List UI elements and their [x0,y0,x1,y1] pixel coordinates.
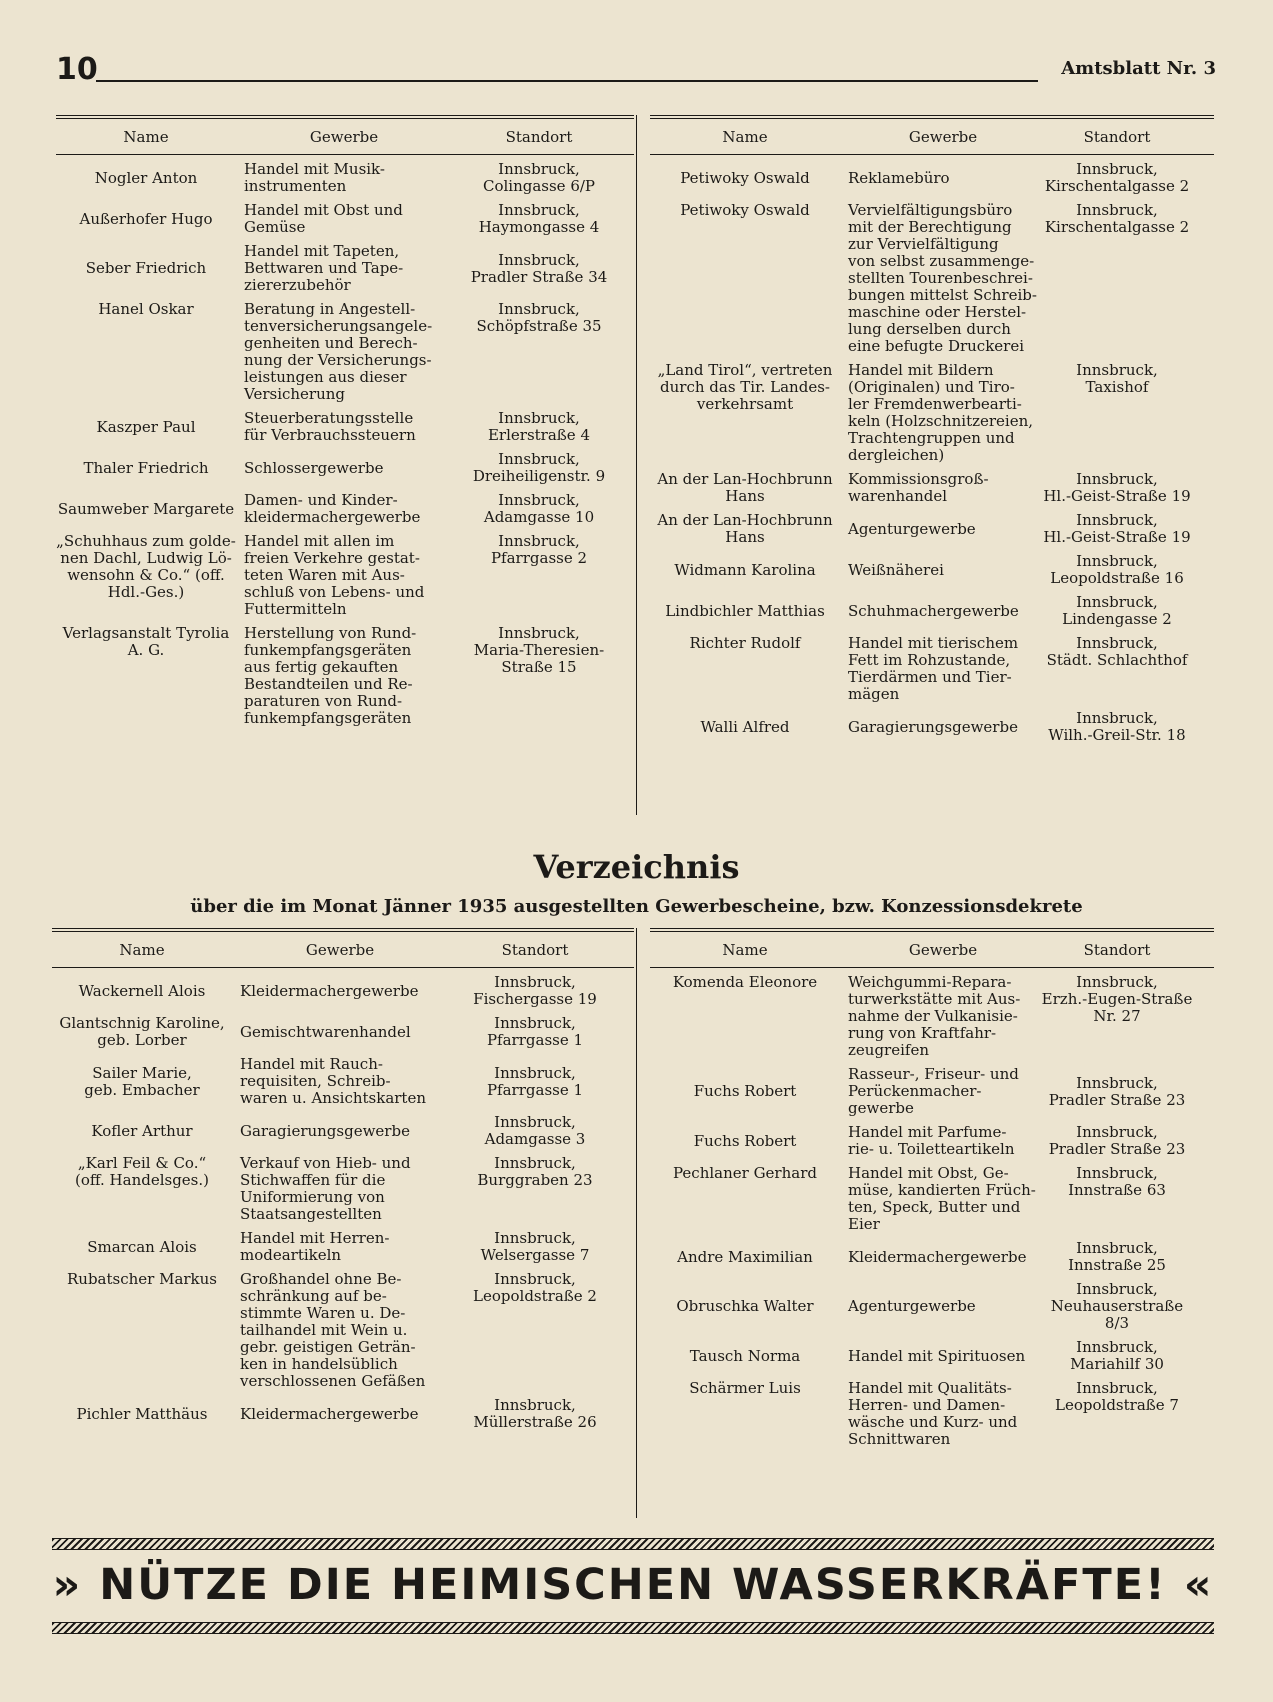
entry-trade: Garagierungsgewerbe [848,717,1018,736]
table-row [650,1380,1214,1448]
entry-trade: Herstellung von Rund- funkempfangsgeräten aus fertig gekauften Bestandteilen und Re- paraturen von Rund- funkempfangsgeräten [244,624,417,727]
entry-name: Sailer Marie, geb. Embacher [84,1063,200,1099]
entry-location: Innsbruck, Dreiheiligenstr. 9 [472,450,606,485]
col-name-header: Name [722,128,768,146]
entry-name: Verlagsanstalt Tyrolia A. G. [62,624,230,659]
section2-left-table [52,928,634,1438]
table-row [52,1271,634,1390]
entry-name: Hanel Oskar [98,300,194,318]
entry-name: Außerhofer Hugo [79,209,213,228]
entry-location: Innsbruck, Haymongasse 4 [478,201,600,236]
entry-location: Innsbruck, Hl.-Geist-Straße 19 [1043,470,1191,505]
col-name-header: Name [123,128,169,146]
table-header [56,119,634,155]
entry-name: Tausch Norma [689,1346,801,1365]
entry-name: Wackernell Alois [78,981,206,1000]
table-row [650,471,1214,505]
entry-location: Innsbruck, Pfarrgasse 1 [486,1014,584,1049]
entry-trade: Gemischtwarenhandel [240,1022,411,1041]
table-row [52,1056,634,1107]
page-number: 10 [56,52,98,87]
entry-trade: Handel mit Parfume- rie- u. Toiletteartikeln [848,1123,1015,1158]
table-row [650,974,1214,1059]
table-row [650,710,1214,744]
entry-location: Innsbruck, Adamgasse 10 [483,491,595,526]
table-header [650,119,1214,155]
table-row [52,1155,634,1223]
col-trade-header: Gewerbe [305,941,375,959]
entry-location: Innsbruck, Leopoldstraße 2 [473,1270,597,1305]
slogan-banner [52,1538,1214,1634]
entry-location: Innsbruck, Leopoldstraße 7 [1055,1379,1179,1414]
entry-trade: Handel mit Obst, Ge- müse, kandierten Früch- ten, Speck, Butter und Eier [848,1164,1036,1233]
header-rule [96,80,1038,82]
entry-trade: Handel mit Tapeten, Bettwaren und Tape- ziererzubehör [244,242,404,294]
col-location-header: Standort [501,941,569,959]
table-header [52,932,634,968]
entry-name: Komenda Eleonore [672,973,818,991]
entry-location: Innsbruck, Kirschentalgasse 2 [1044,160,1190,195]
col-name-header: Name [722,941,768,959]
table-row [650,594,1214,628]
entry-trade: Kleidermachergewerbe [240,1404,419,1423]
entry-name: Kaszper Paul [96,417,196,436]
table-row [56,243,634,294]
entry-trade: Weichgummi-Repara- turwerkstätte mit Aus- nahme der Vulkanisie- rung von Kraftfahr- zeugreifen [848,973,1021,1059]
table-row [650,635,1214,703]
entry-name: Glantschnig Karoline, geb. Lorber [59,1014,225,1049]
table-body [56,155,634,727]
entry-trade: Rasseur-, Friseur- und Perückenmacher- gewerbe [848,1065,1019,1117]
table-row [56,161,634,195]
entry-name: Walli Alfred [700,717,790,736]
col-location-header: Standort [505,128,573,146]
entry-trade: Handel mit Obst und Gemüse [244,201,403,236]
entry-name: Fuchs Robert [693,1131,797,1150]
entry-name: Seber Friedrich [85,259,207,277]
entry-location: Innsbruck, Städt. Schlachthof [1046,634,1188,669]
section1-right-table [650,115,1214,751]
entry-name: Petiwoky Oswald [680,201,810,219]
section-title [0,848,1273,917]
table-row [52,1397,634,1431]
table-header [650,932,1214,968]
table-row [650,1339,1214,1373]
entry-location: Innsbruck, Hl.-Geist-Straße 19 [1043,511,1191,546]
entry-trade: Handel mit Bildern (Originalen) und Tiro- ler Fremdenwerbearti- keln (Holzschnitzereien, Trachtengruppen und dergleichen) [848,361,1034,464]
entry-location: Innsbruck, Leopoldstraße 16 [1050,552,1184,587]
table-row [52,1015,634,1049]
entry-trade: Vervielfältigungsbüro mit der Berechtigung zur Vervielfältigung von selbst zusammenge- stellten Tourenbeschrei- bungen mittelst Schreib- maschine oder Herstel- lung derselben durch eine befugte Druckerei [848,201,1037,355]
entry-name: Petiwoky Oswald [680,168,810,187]
entry-location: Innsbruck, Wilh.-Greil-Str. 18 [1048,709,1186,744]
entry-location: Innsbruck, Taxishof [1076,361,1158,396]
entry-trade: Handel mit Rauch- requisiten, Schreib- waren u. Ansichtskarten [240,1055,426,1107]
page-header [56,52,1216,92]
table-row [52,1114,634,1148]
table-row [56,492,634,526]
entry-name: Thaler Friedrich [83,458,209,477]
table-row [56,202,634,236]
entry-trade: Garagierungsgewerbe [240,1121,410,1140]
entry-name: Nogler Anton [94,168,198,187]
section2-right-table [650,928,1214,1455]
entry-trade: Damen- und Kinder- kleidermachergewerbe [244,491,421,526]
entry-location: Innsbruck, Neuhauserstraße 8/3 [1050,1280,1184,1332]
entry-trade: Handel mit allen im freien Verkehre gestat- teten Waren mit Aus- schluß von Lebens- und Futtermitteln [244,532,425,618]
entry-trade: Kommissionsgroß- warenhandel [848,470,989,505]
col-trade-header: Gewerbe [908,941,978,959]
col-trade-header: Gewerbe [309,128,379,146]
col-location-header: Standort [1083,941,1151,959]
entry-trade: Verkauf von Hieb- und Stichwaffen für die Uniformierung von Staatsangestellten [240,1154,411,1223]
table-row [650,161,1214,195]
entry-trade: Schuhmachergewerbe [848,601,1019,620]
title-sub: über die im Monat Jänner 1935 ausgestellten Gewerbescheine, bzw. Konzessionsdekrete [190,896,1083,917]
entry-name: An der Lan-Hochbrunn Hans [657,470,833,505]
entry-location: Innsbruck, Mariahilf 30 [1070,1338,1164,1373]
entry-name: Andre Maximilian [677,1247,813,1266]
entry-name: Richter Rudolf [689,634,801,652]
entry-name: „Land Tirol“, vertreten durch das Tir. Landes- verkehrsamt [657,361,833,413]
entry-trade: Steuerberatungsstelle für Verbrauchssteuern [244,409,416,444]
entry-name: An der Lan-Hochbrunn Hans [657,511,833,546]
issue-label: Amtsblatt Nr. 3 [1061,58,1216,79]
col-trade-header: Gewerbe [908,128,978,146]
entry-trade: Handel mit tierischem Fett im Rohzustande, Tierdärmen und Tier- mägen [848,634,1019,703]
entry-location: Innsbruck, Innstraße 63 [1068,1164,1166,1199]
entry-name: Obruschka Walter [676,1297,814,1315]
entry-location: Innsbruck, Schöpfstraße 35 [476,300,602,335]
table-row [650,1165,1214,1233]
entry-name: Schärmer Luis [689,1379,801,1397]
stripe-bottom [52,1622,1214,1634]
entry-location: Innsbruck, Adamgasse 3 [484,1113,586,1148]
table-row [650,202,1214,355]
entry-name: „Schuhhaus zum golde- nen Dachl, Ludwig Lö- wensohn & Co.“ (off. Hdl.-Ges.) [56,532,236,601]
column-divider [636,928,637,1518]
table-row [52,1230,634,1264]
table-row [650,1066,1214,1117]
entry-trade: Großhandel ohne Be- schränkung auf be- stimmte Waren u. De- tailhandel mit Wein u. gebr. geistigen Geträn- ken in handelsüblich verschlossenen Gefäßen [240,1270,426,1390]
entry-name: Pichler Matthäus [76,1404,208,1423]
entry-location: Innsbruck, Erzh.-Eugen-Straße Nr. 27 [1041,973,1193,1025]
entry-name: Pechlaner Gerhard [673,1164,817,1182]
table-body [52,968,634,1431]
entry-trade: Agenturgewerbe [848,519,976,538]
entry-location: Innsbruck, Fischergasse 19 [473,973,597,1008]
table-body [650,155,1214,744]
entry-trade: Weißnäherei [848,560,944,579]
table-row [650,1281,1214,1332]
entry-name: Kofler Arthur [91,1121,193,1140]
table-row [650,553,1214,587]
entry-name: Rubatscher Markus [66,1270,218,1288]
entry-trade: Reklamebüro [848,168,950,187]
title-main: Verzeichnis [533,848,740,886]
entry-trade: Kleidermachergewerbe [240,981,419,1000]
column-divider [636,115,637,815]
entry-trade: Handel mit Musik- instrumenten [244,160,385,195]
table-row [650,1124,1214,1158]
entry-name: Smarcan Alois [87,1237,197,1256]
entry-location: Innsbruck, Müllerstraße 26 [473,1396,597,1431]
entry-location: Innsbruck, Pradler Straße 23 [1048,1073,1186,1109]
entry-name: Fuchs Robert [693,1082,797,1100]
entry-trade: Handel mit Herren- modeartikeln [240,1229,390,1264]
entry-location: Innsbruck, Innstraße 25 [1068,1239,1166,1274]
entry-trade: Handel mit Qualitäts- Herren- und Damen- wäsche und Kurz- und Schnittwaren [848,1379,1018,1448]
entry-location: Innsbruck, Lindengasse 2 [1062,593,1172,628]
entry-trade: Handel mit Spirituosen [848,1346,1026,1365]
table-row [56,451,634,485]
entry-location: Innsbruck, Burggraben 23 [477,1154,593,1189]
entry-location: Innsbruck, Pradler Straße 23 [1048,1123,1186,1158]
table-row [52,974,634,1008]
entry-location: Innsbruck, Erlerstraße 4 [487,409,590,444]
table-row [56,533,634,618]
slogan-text: » NÜTZE DIE HEIMISCHEN WASSERKRÄFTE! « [52,1560,1214,1610]
entry-name: Lindbichler Matthias [665,601,825,620]
entry-location: Innsbruck, Kirschentalgasse 2 [1044,201,1190,236]
col-name-header: Name [119,941,165,959]
entry-name: Widmann Karolina [674,560,816,579]
entry-trade: Kleidermachergewerbe [848,1247,1027,1266]
entry-trade: Agenturgewerbe [848,1297,976,1315]
section1-left-table [56,115,634,734]
table-body [650,968,1214,1448]
entry-location: Innsbruck, Colingasse 6/P [482,160,596,195]
col-location-header: Standort [1083,128,1151,146]
entry-location: Innsbruck, Pfarrgasse 1 [486,1063,584,1099]
entry-name: „Karl Feil & Co.“ (off. Handelsges.) [75,1154,209,1189]
entry-location: Innsbruck, Pfarrgasse 2 [490,532,588,567]
entry-location: Innsbruck, Maria-Theresien- Straße 15 [473,624,605,676]
entry-trade: Schlossergewerbe [244,458,384,477]
table-row [56,625,634,727]
table-row [650,512,1214,546]
stripe-top [52,1538,1214,1550]
entry-name: Saumweber Margarete [57,499,235,518]
entry-location: Innsbruck, Welsergasse 7 [480,1229,590,1264]
table-row [650,362,1214,464]
entry-location: Innsbruck, Pradler Straße 34 [470,250,608,286]
table-row [56,301,634,403]
table-row [56,410,634,444]
table-row [650,1240,1214,1274]
entry-trade: Beratung in Angestell- tenversicherungsangele- genheiten und Berech- nung der Versicherungs- leistungen aus dieser Versicherung [244,300,433,403]
